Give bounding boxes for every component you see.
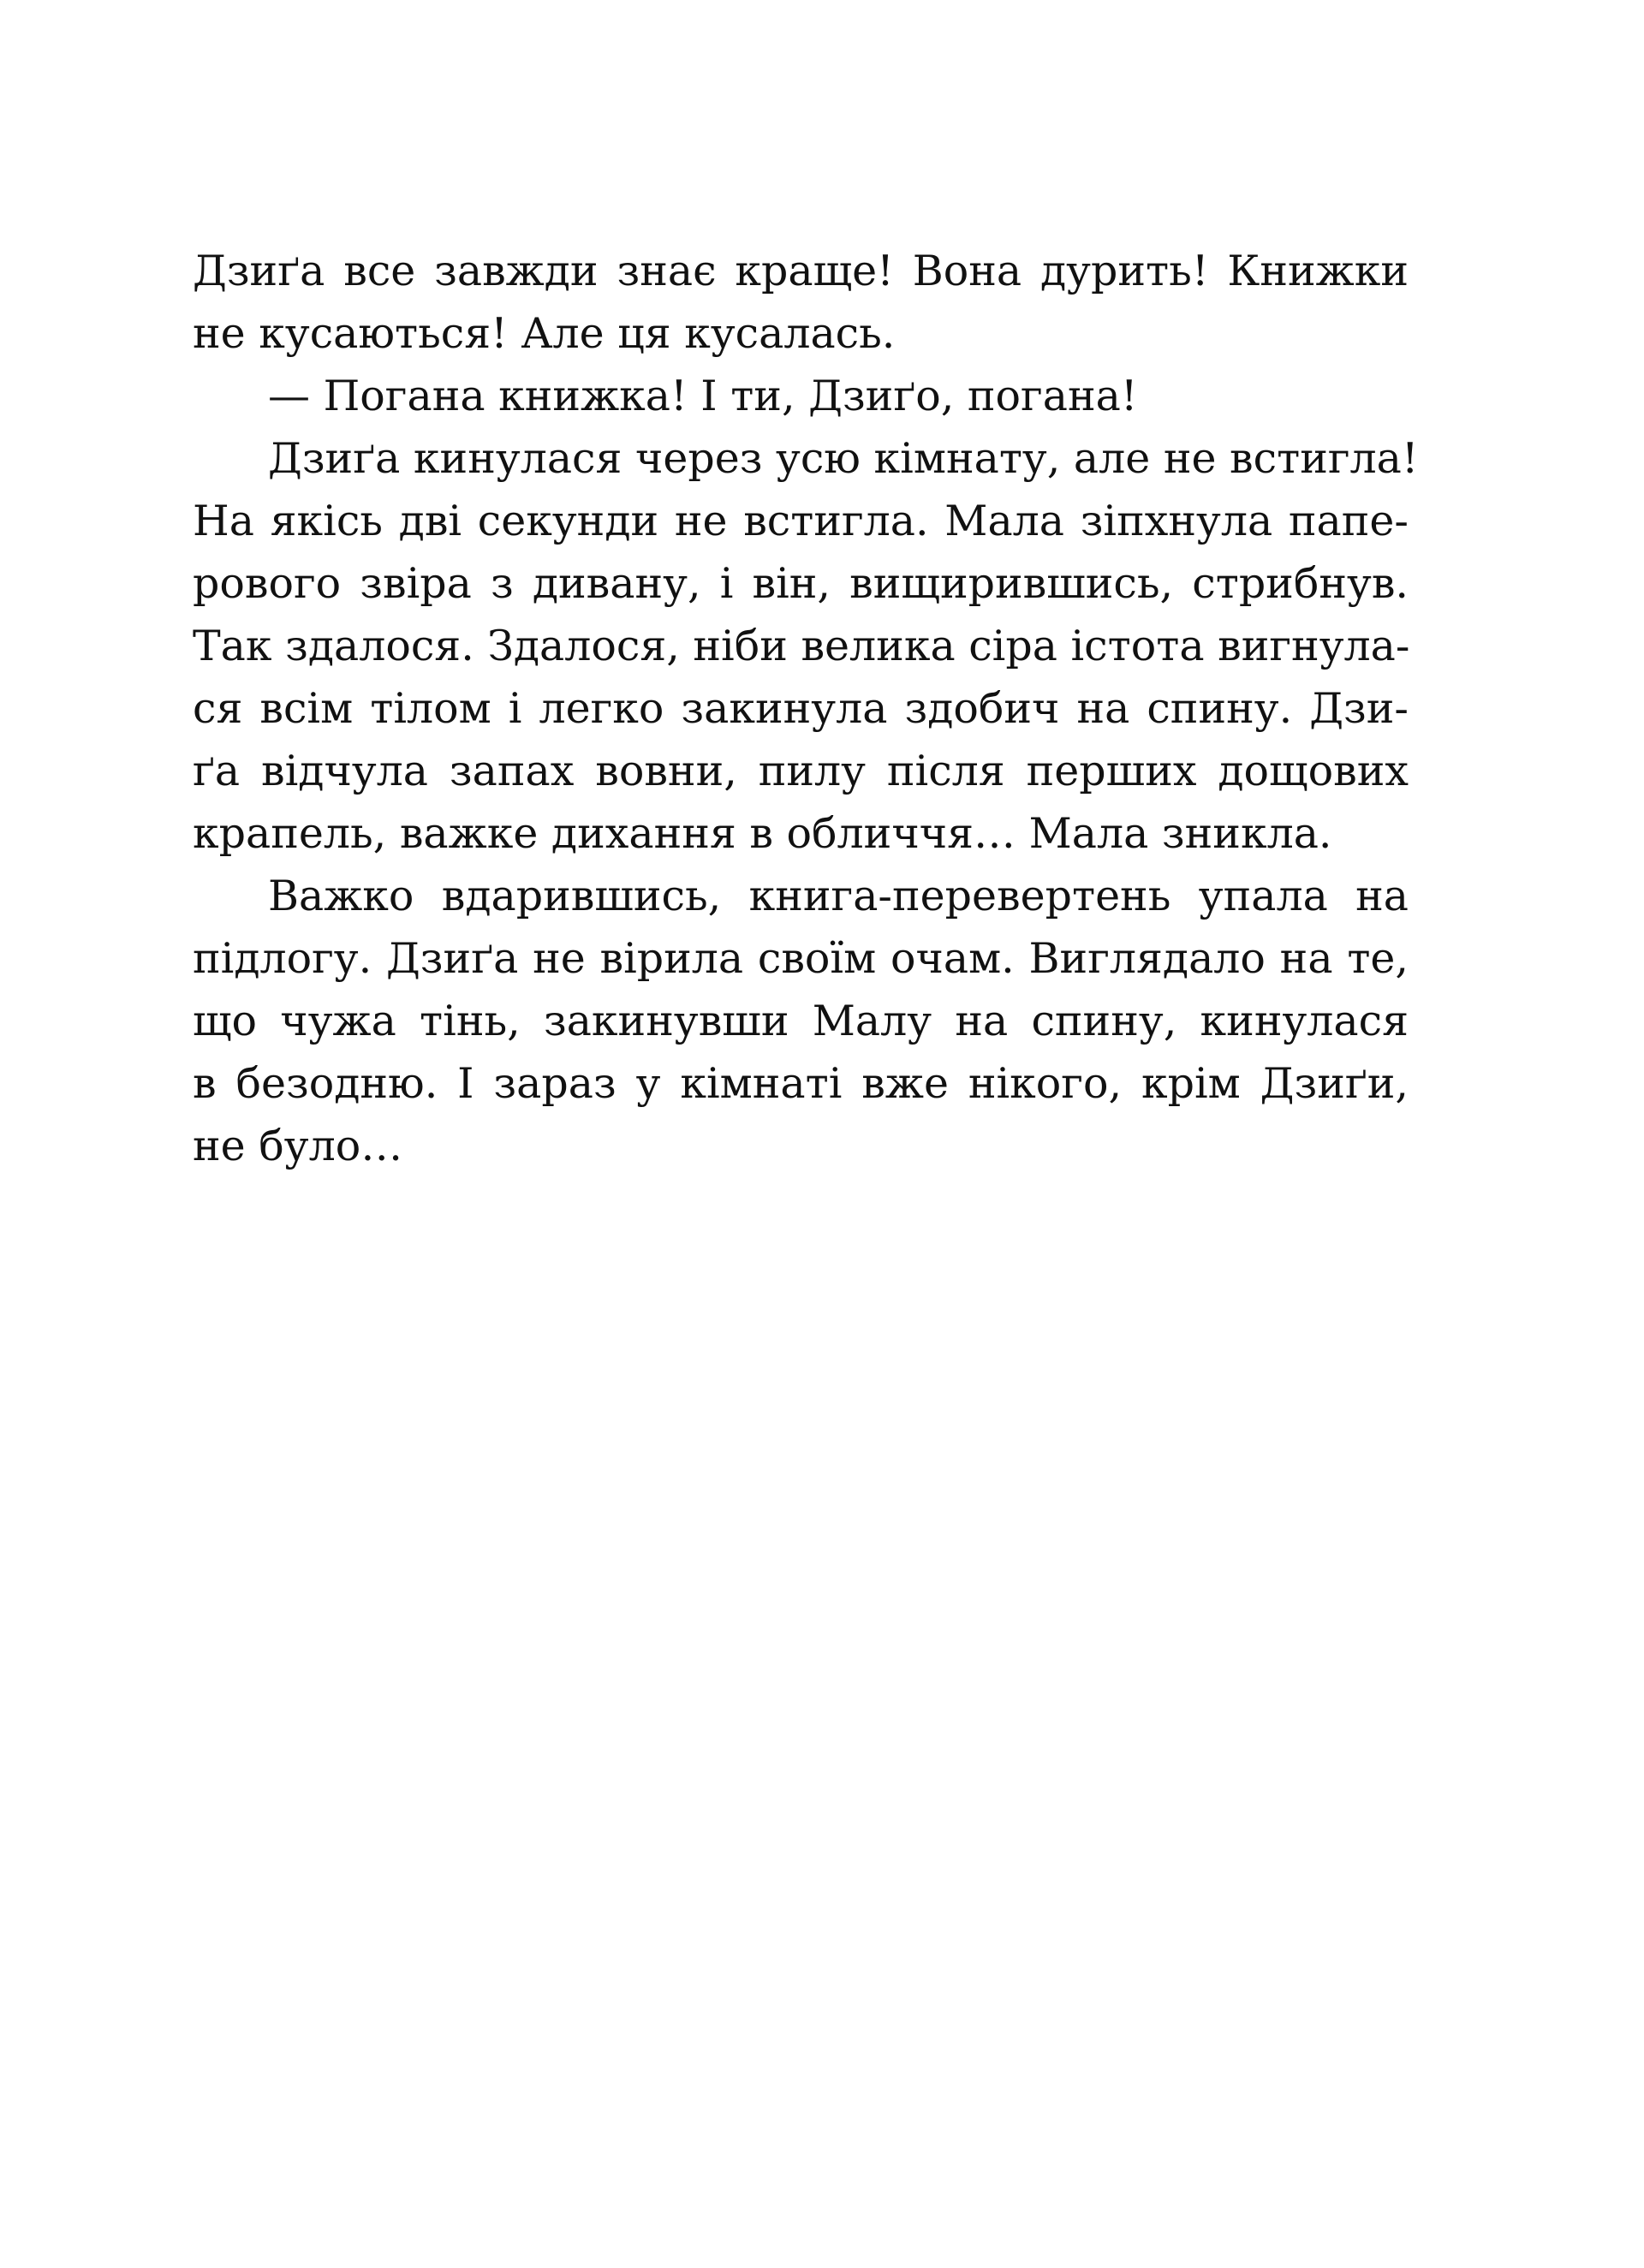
text-line: Дзиґа все завжди знає краще! Вона дурить! Книжки xyxy=(193,247,1409,295)
text-line: не кусаються! Але ця кусалась. xyxy=(193,309,896,358)
text-line: не було… xyxy=(193,1122,403,1170)
text-line: підлогу. Дзиґа не вірила своїм очам. Виглядало на те, xyxy=(193,934,1409,983)
text-line: в безодню. І зараз у кімнаті вже нікого, крім Дзиґи, xyxy=(193,1059,1409,1108)
text-line: ґа відчула запах вовни, пилу після перших дощових xyxy=(193,747,1409,795)
text-line: Дзиґа кинулася через усю кімнату, але не встигла! xyxy=(268,434,1419,483)
text-line: На якісь дві секунди не встигла. Мала зіпхнула папе- xyxy=(193,497,1409,545)
text-line: Важко вдарившись, книга-перевертень упала на xyxy=(268,872,1409,920)
text-line: ся всім тілом і легко закинула здобич на спину. Дзи- xyxy=(193,684,1409,733)
text-line: що чужа тінь, закинувши Малу на спину, кинулася xyxy=(193,997,1409,1045)
body-text xyxy=(193,240,1419,1177)
text-line: — Погана книжка! І ти, Дзиґо, погана! xyxy=(268,372,1138,420)
text-line: Так здалося. Здалося, ніби велика сіра істота вигнула- xyxy=(193,622,1410,670)
text-line: рового звіра з дивану, і він, вищирившись, стрибнув. xyxy=(193,559,1409,608)
text-line: крапель, важке дихання в обличчя… Мала зникла. xyxy=(193,809,1332,858)
